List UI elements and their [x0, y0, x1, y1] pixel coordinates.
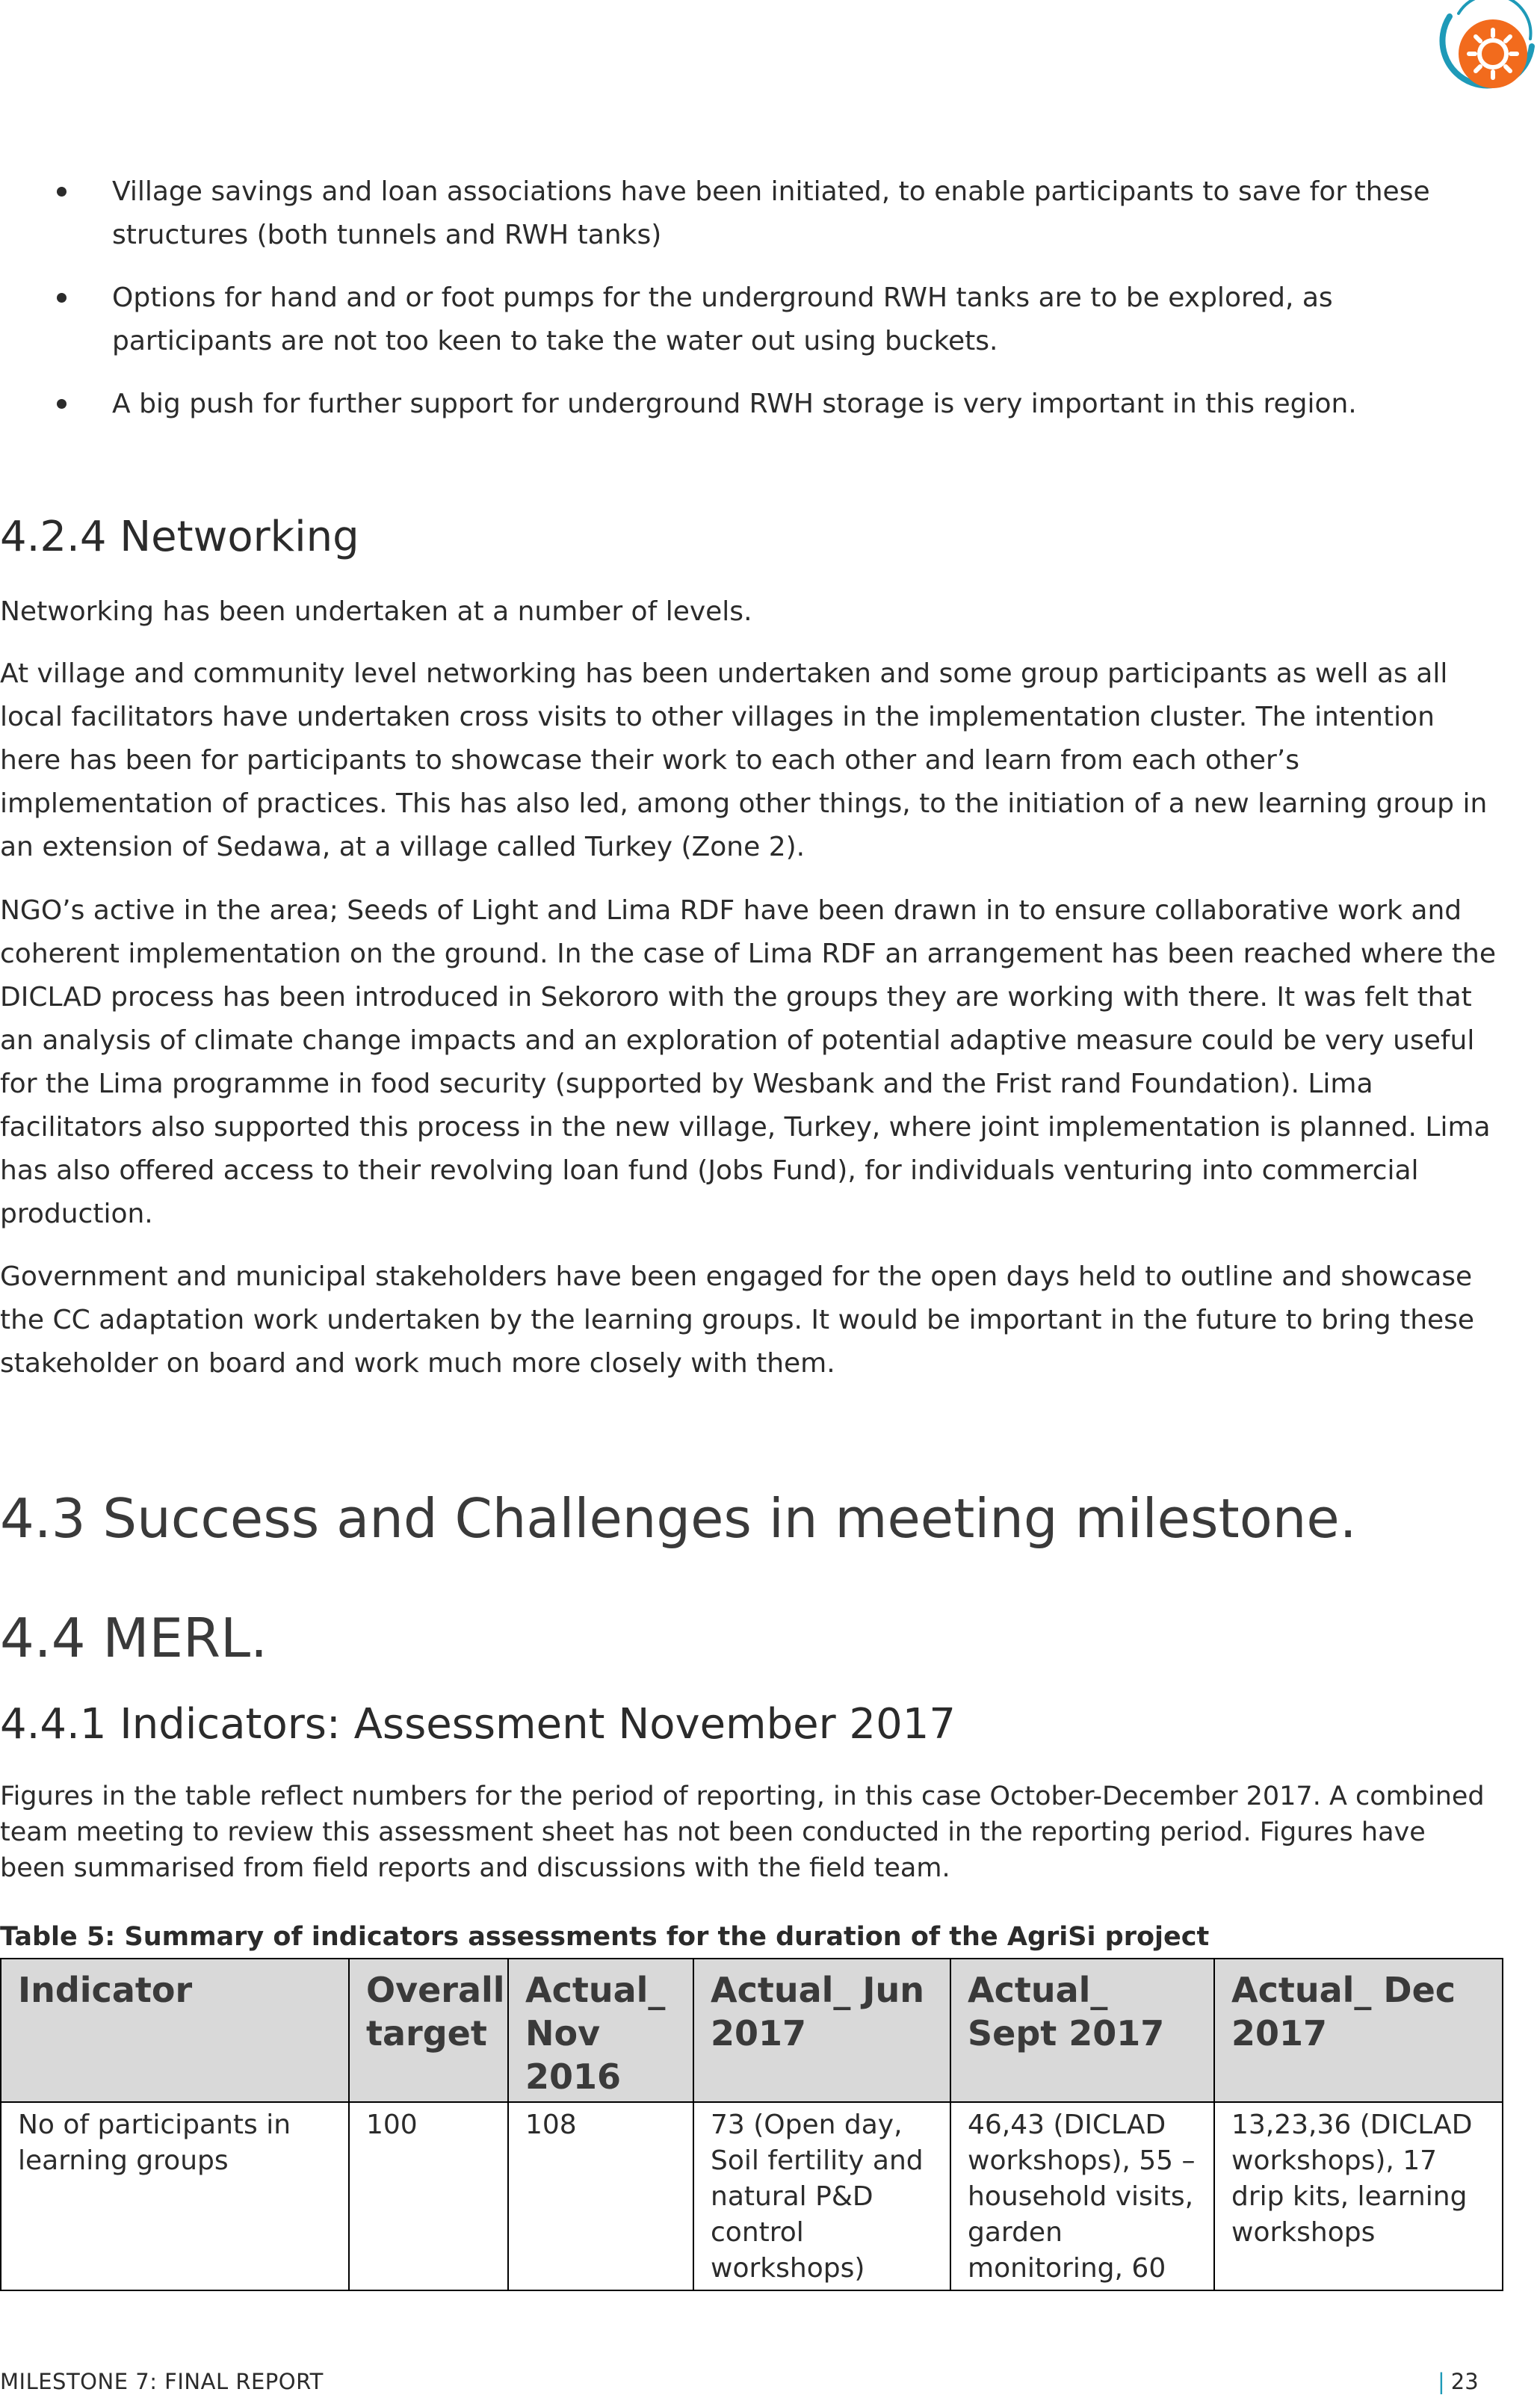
table-cell: 108: [508, 2102, 693, 2290]
networking-paragraph: At village and community level networking has been undertaken and some group participants as well as all local facilitators have undertaken cross visits to other villages in the implementation cluster. The intention here has been for participants to showcase their work to each other and learn from each other’s implementation of practices. This has also led, among other things, to the initiation of a new learning group in an extension of Sedawa, at a village called Turkey (Zone 2).: [0, 658, 1488, 862]
sun-logo-icon: [1420, 0, 1538, 112]
footer-report-title: MILESTONE 7: FINAL REPORT: [0, 2369, 324, 2394]
networking-paragraph: Networking has been undertaken at a number of levels.: [0, 596, 752, 627]
bullet-text: Options for hand and or foot pumps for the underground RWH tanks are to be explored, as participants are not too keen to take the water out using buckets.: [112, 282, 1333, 356]
table-row: [1, 2102, 1503, 2290]
column-header: Actual_ Sept 2017: [950, 1959, 1214, 2102]
section-44-heading: 4.4 MERL.: [0, 1607, 268, 1669]
indicators-heading: 4.4.1 Indicators: Assessment November 2017: [0, 1700, 956, 1749]
table-cell: 13,23,36 (DICLAD workshops), 17 drip kits, learning workshops: [1214, 2102, 1503, 2290]
footer-page-number: [1438, 2369, 1479, 2394]
table-cell: 73 (Open day, Soil fertility and natural P&D control workshops): [693, 2102, 950, 2290]
list-item: [0, 170, 1494, 257]
indicators-table: [0, 1958, 1503, 2291]
column-header: Actual_ Nov 2016: [508, 1959, 693, 2102]
column-header: Actual_ Dec 2017: [1214, 1959, 1503, 2102]
networking-heading: 4.2.4 Networking: [0, 513, 359, 561]
list-item: [0, 276, 1494, 363]
column-header: Overall target: [349, 1959, 508, 2102]
section-43-heading: 4.3 Success and Challenges in meeting milestone.: [0, 1487, 1357, 1550]
bullet-list: [0, 170, 1494, 445]
table-header-row: [1, 1959, 1503, 2102]
column-header: Indicator: [1, 1959, 349, 2102]
list-item: [0, 383, 1494, 426]
bullet-text: Village savings and loan associations have been initiated, to enable participants to save for these structures (both tunnels and RWH tanks): [112, 176, 1430, 250]
column-header: Actual_ Jun 2017: [693, 1959, 950, 2102]
bullet-dot-icon: [57, 293, 67, 303]
table-cell: 46,43 (DICLAD workshops), 55 – household visits, garden monitoring, 60: [950, 2102, 1214, 2290]
bullet-text: A big push for further support for underground RWH storage is very important in this region.: [112, 389, 1357, 419]
networking-paragraph: Government and municipal stakeholders have been engaged for the open days held to outline and showcase the CC adaptation work undertaken by the learning groups. It would be important in the future to bring these stakeholder on board and work much more closely with them.: [0, 1261, 1475, 1379]
networking-paragraph: NGO’s active in the area; Seeds of Light and Lima RDF have been drawn in to ensure collaborative work and coherent implementation on the ground. In the case of Lima RDF an arrangement has been reached where the DICLAD process has been introduced in Sekororo with the groups they are working with there. It was felt that an analysis of climate change impacts and an exploration of potential adaptive measure could be very useful for the Lima programme in food security (supported by Wesbank and the Frist rand Foundation). Lima facilitators also supported this process in the new village, Turkey, where joint implementation is planned. Lima has also offered access to their revolving loan fund (Jobs Fund), for individuals venturing into commercial production.: [0, 895, 1496, 1229]
bullet-dot-icon: [57, 187, 67, 197]
indicators-note: Figures in the table reflect numbers for the period of reporting, in this case October-December 2017. A combined team meeting to review this assessment sheet has not been conducted in the reporting period. Figures have been summarised from field reports and discussions with the field team.: [0, 1781, 1485, 1883]
page-number: 23: [1450, 2369, 1479, 2394]
footer-separator: |: [1438, 2369, 1445, 2394]
table-cell: 100: [349, 2102, 508, 2290]
table-cell: No of participants in learning groups: [1, 2102, 349, 2290]
table-caption: Table 5: Summary of indicators assessments for the duration of the AgriSi project: [0, 1922, 1210, 1952]
bullet-dot-icon: [57, 399, 67, 409]
